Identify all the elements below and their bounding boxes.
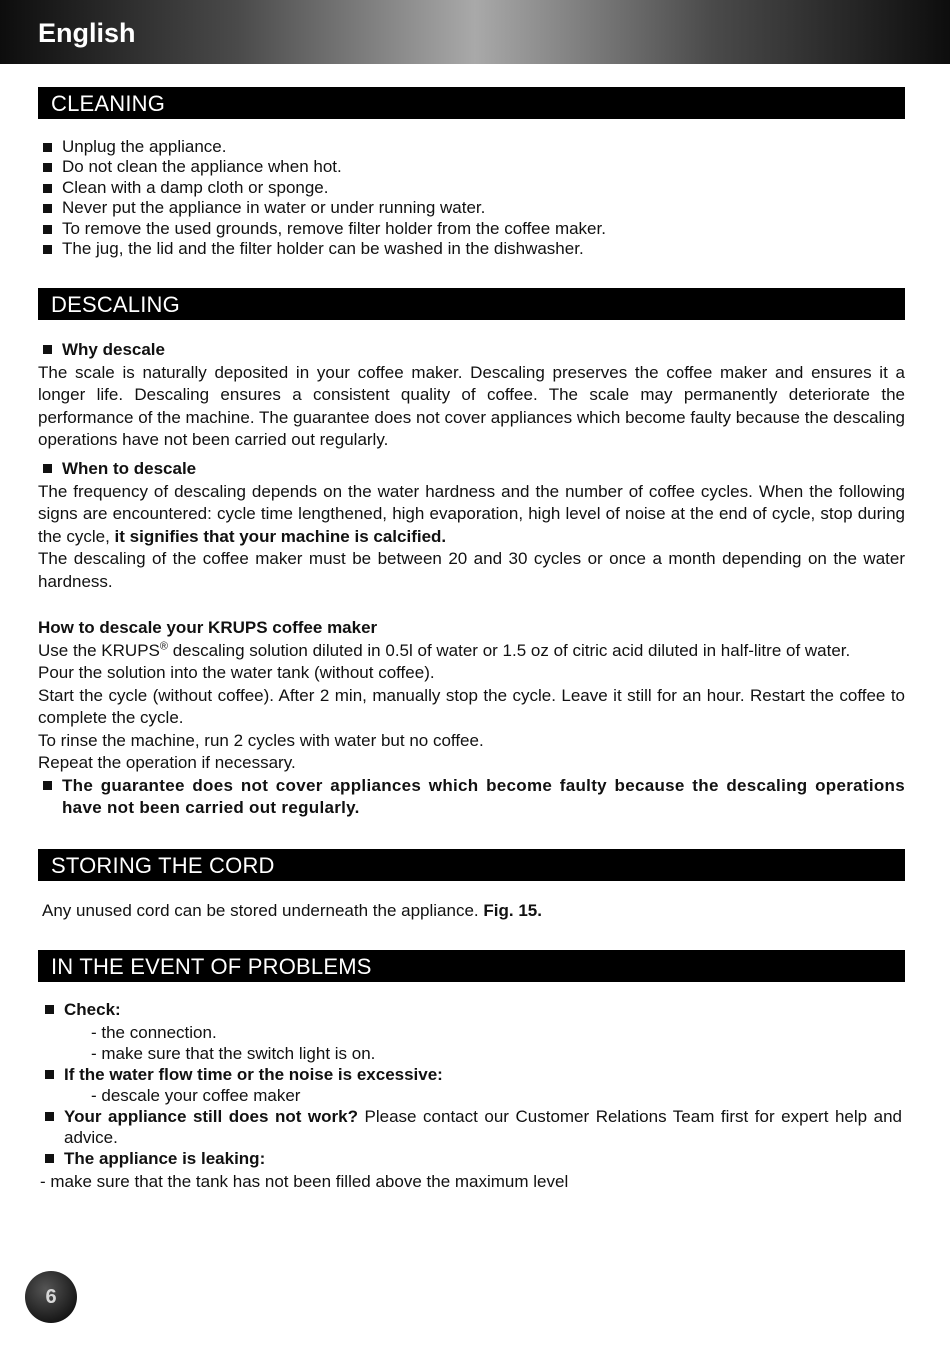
section-title: DESCALING [51,292,180,317]
list-item: Unplug the appliance. [38,137,905,157]
paragraph: The scale is naturally deposited in your coffee maker. Descaling preserves the coffee maker and ensures it a longer life. Descaling ensures a consistent quality of coffee. The scale may permanently deteriorate the performance of the machine. The guarantee does not cover appliances which become faulty because the descaling operations have not been carried out regularly. [38,362,905,449]
square-bullet-icon [43,225,52,234]
section-title: IN THE EVENT OF PROBLEMS [51,954,372,979]
square-bullet-icon [45,1112,54,1121]
paragraph: Repeat the operation if necessary. [38,753,296,772]
page-header [0,0,950,64]
list-item: Clean with a damp cloth or sponge. [38,178,905,198]
paragraph: Start the cycle (without coffee). After 2 min, manually stop the cycle. Leave it still for an hour. Restart the coffee to complete the cycle. [38,685,905,727]
subheading: When to descale [38,458,905,481]
square-bullet-icon [43,204,52,213]
square-bullet-icon [43,464,52,473]
square-bullet-icon [43,781,52,790]
descaling-how [38,617,905,820]
section-header-descaling [38,288,905,320]
square-bullet-icon [45,1070,54,1079]
cleaning-list [38,137,905,259]
paragraph: The descaling of the coffee maker must be between 20 and 30 cycles or once a month depending on the water hardness. [38,549,905,591]
square-bullet-icon [43,184,52,193]
figure-reference: Fig. 15. [483,901,542,920]
sub-item: - descale your coffee maker [91,1086,301,1105]
list-item: The jug, the lid and the filter holder can be washed in the dishwasher. [38,239,905,259]
square-bullet-icon [45,1005,54,1014]
page-number-badge [25,1271,77,1323]
storing-text [42,900,909,923]
section-header-problems [38,950,905,982]
sub-item: - make sure that the switch light is on. [91,1044,376,1063]
paragraph: To rinse the machine, run 2 cycles with water but no coffee. [38,730,484,750]
list-item: To remove the used grounds, remove filter holder from the coffee maker. [38,219,905,239]
paragraph: Use the KRUPS® descaling solution diluted in 0.5l of water or 1.5 oz of citric acid diluted in half-litre of water. [38,639,851,660]
section-header-cleaning [38,87,905,119]
square-bullet-icon [43,143,52,152]
list-item: Do not clean the appliance when hot. [38,157,905,177]
section-title: CLEANING [51,91,166,116]
descaling-when [38,458,905,593]
list-item: Never put the appliance in water or under running water. [38,198,905,218]
paragraph: Pour the solution into the water tank (without coffee). [38,663,435,682]
list-item: Your appliance still does not work? Please contact our Customer Relations Team first for expert help and advice. [40,1106,902,1148]
square-bullet-icon [43,345,52,354]
list-item: If the water flow time or the noise is excessive: [40,1064,902,1085]
square-bullet-icon [43,163,52,172]
paragraph: Any unused cord can be stored underneath the appliance. Fig. 15. [42,901,542,920]
square-bullet-icon [45,1154,54,1163]
guarantee-note: The guarantee does not cover appliances which become faulty because the descaling operations have not been carried out regularly. [38,775,905,820]
list-item: Check: [40,999,902,1022]
paragraph: - make sure that the tank has not been filled above the maximum level [40,1171,569,1191]
square-bullet-icon [43,245,52,254]
subheading: How to descale your KRUPS coffee maker [38,618,378,637]
descaling-why [38,339,905,452]
subheading: Why descale [38,339,905,362]
problems-list [40,999,902,1193]
sub-item: - the connection. [91,1022,217,1042]
page-number: 6 [45,1286,57,1308]
list-item: The appliance is leaking: [40,1148,902,1171]
section-header-storing [38,849,905,881]
language-label: English [38,18,136,48]
section-title: STORING THE CORD [51,853,275,878]
paragraph: The frequency of descaling depends on the water hardness and the number of coffee cycles. When the following signs are encountered: cycle time lengthened, high evaporation, high level of noise at the end of cycle, stop during the cycle, it signifies that your machine is calcified. [38,481,905,546]
